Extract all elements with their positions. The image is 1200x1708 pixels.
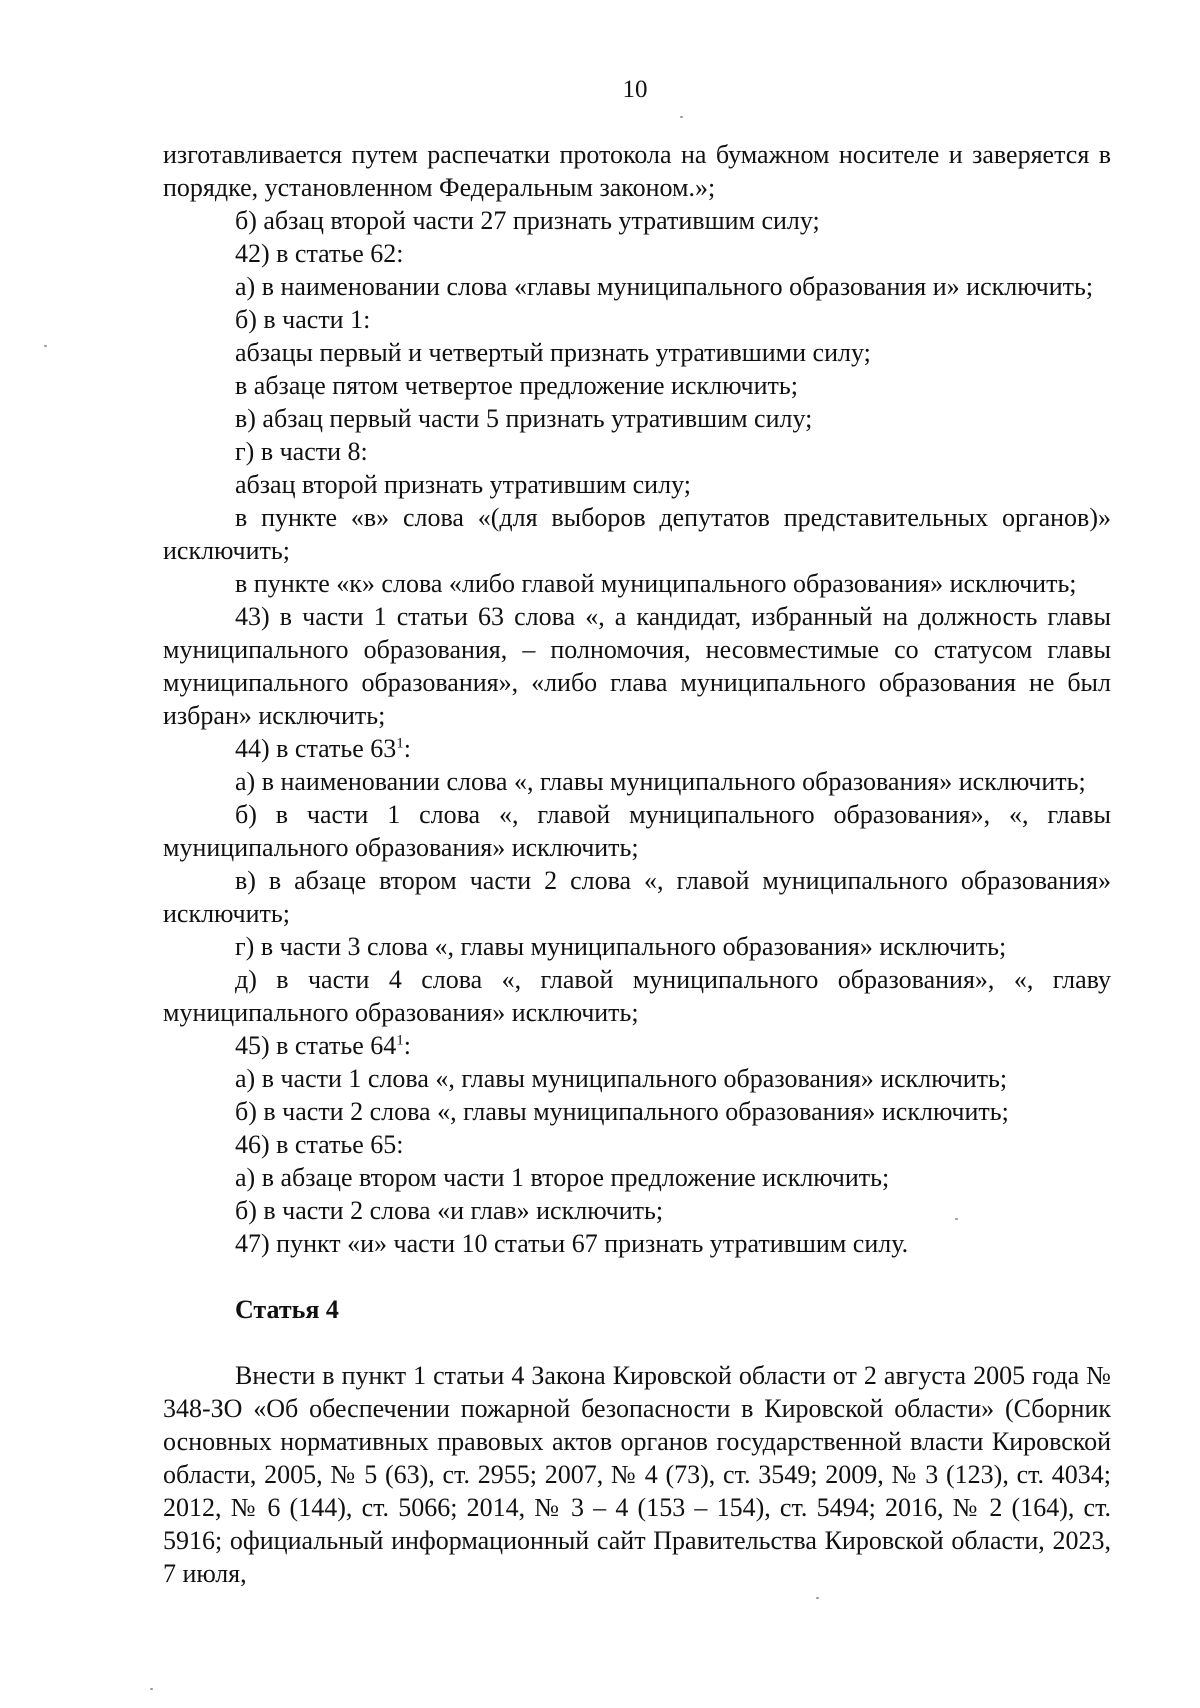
scan-speck — [816, 1597, 819, 1599]
paragraph: в пункте «к» слова «либо главой муниципального образования» исключить; — [235, 569, 1077, 598]
paragraph: абзацы первый и четвертый признать утратившими силу; — [235, 338, 871, 367]
paragraph: абзац второй признать утратившим силу; — [235, 470, 691, 499]
paragraph: а) в наименовании слова «главы муниципального образования и» исключить; — [235, 272, 1094, 301]
paragraph: г) в части 8: — [235, 437, 368, 466]
paragraph — [163, 732, 1111, 765]
scan-speck — [150, 1688, 153, 1690]
scan-speck — [680, 116, 683, 118]
paragraph — [163, 1029, 1111, 1062]
paragraph: б) в части 2 слова «и глав» исключить; — [235, 1196, 664, 1225]
article-4-paragraph: Внести в пункт 1 статьи 4 Закона Кировской области от 2 августа 2005 года № 348-ЗО «Об обеспечении пожарной безопасности в Кировской области» (Сборник основных нормативных правовых актов органов государственной власти Кировской области, 2005, № 5 (63), ст. 2955; 2007, № 4 (73), ст. 3549; 2009, № 3 (123), ст. 4034; 2012, № 6 (144), ст. 5066; 2014, № 3 – 4 (153 – 154), ст. 5494; 2016, № 2 (164), ст. 5916; официальный информационный сайт Правительства Кировской области, 2023, 7 июля, — [163, 1361, 1111, 1588]
paragraph: 43) в части 1 статьи 63 слова «, а кандидат, избранный на должность главы муниципального образования, – полномочия, несовместимые со статусом главы муниципального образования», «либо глава муниципального образования не был избран» исключить; — [163, 602, 1111, 730]
document-body — [163, 138, 1111, 1590]
scan-speck — [44, 345, 47, 347]
paragraph: в) абзац первый части 5 признать утратившим силу; — [235, 404, 813, 433]
paragraph: в пункте «в» слова «(для выборов депутатов представительных органов)» исключить; — [163, 503, 1111, 565]
paragraph: а) в части 1 слова «, главы муниципального образования» исключить; — [235, 1064, 1008, 1093]
superscript: 1 — [396, 1032, 404, 1049]
page-number: 10 — [622, 76, 648, 103]
paragraph: б) в части 1: — [235, 305, 371, 334]
paragraph-text: 44) в статье 63 — [235, 734, 397, 763]
paragraph-text: 45) в статье 64 — [235, 1031, 397, 1060]
scan-speck — [955, 1218, 958, 1220]
paragraph: б) в части 2 слова «, главы муниципального образования» исключить; — [235, 1097, 1009, 1126]
paragraph: г) в части 3 слова «, главы муниципального образования» исключить; — [235, 932, 1007, 961]
paragraph-suffix: : — [403, 734, 412, 763]
paragraph-suffix: : — [403, 1031, 412, 1060]
superscript: 1 — [396, 735, 404, 752]
paragraph: а) в наименовании слова «, главы муниципального образования» исключить; — [235, 767, 1086, 796]
paragraph: д) в части 4 слова «, главой муниципального образования», «, главу муниципального образования» исключить; — [163, 965, 1111, 1027]
paragraph: в) в абзаце втором части 2 слова «, главой муниципального образования» исключить; — [163, 866, 1111, 928]
paragraph: изготавливается путем распечатки протокола на бумажном носителе и заверяется в порядке, установленном Федеральным законом.»; — [163, 140, 1111, 202]
paragraph: в абзаце пятом четвертое предложение исключить; — [235, 371, 798, 400]
article-heading: Статья 4 — [235, 1295, 339, 1324]
paragraph: б) абзац второй части 27 признать утратившим силу; — [235, 206, 820, 235]
paragraph: 42) в статье 62: — [235, 239, 404, 268]
paragraph: б) в части 1 слова «, главой муниципального образования», «, главы муниципального образования» исключить; — [163, 800, 1111, 862]
paragraph: а) в абзаце втором части 1 второе предложение исключить; — [235, 1163, 890, 1192]
paragraph: 46) в статье 65: — [235, 1130, 404, 1159]
paragraph: 47) пункт «и» части 10 статьи 67 признать утратившим силу. — [235, 1229, 909, 1258]
